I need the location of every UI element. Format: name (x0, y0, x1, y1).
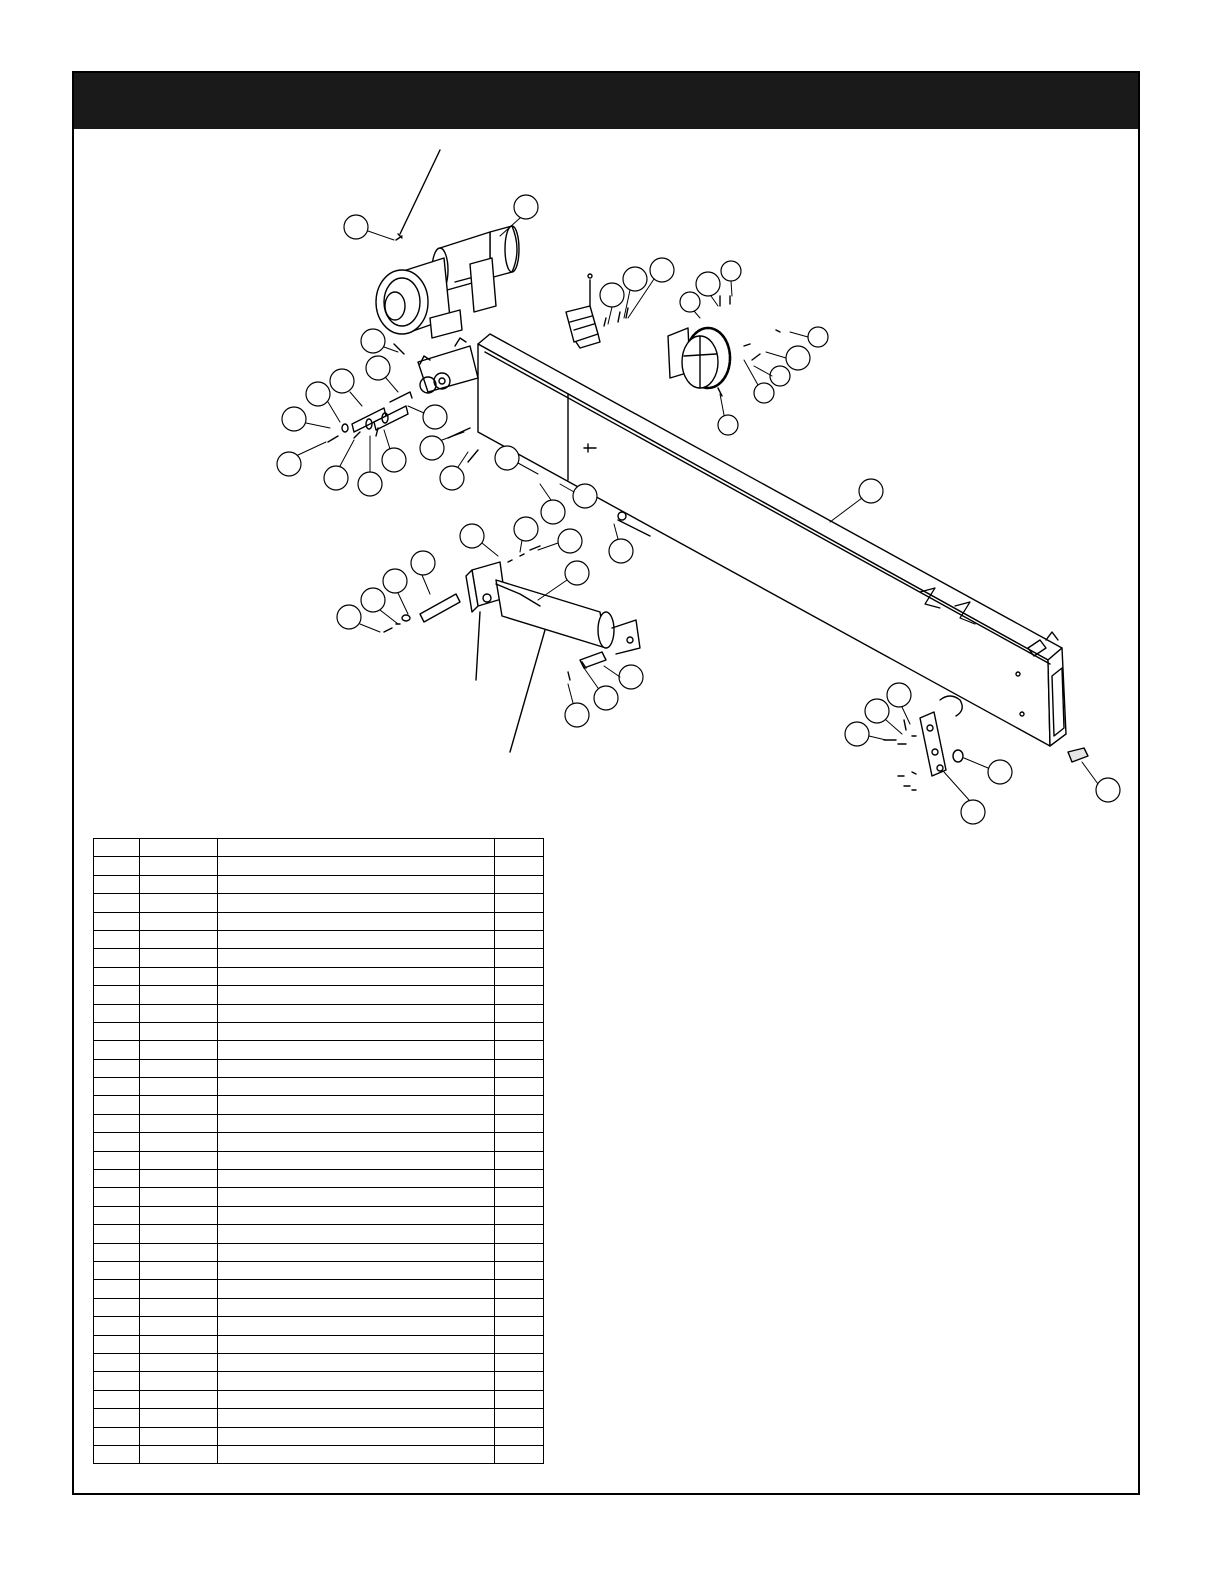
table-cell (94, 1335, 140, 1353)
table-cell (495, 1280, 544, 1298)
table-cell (495, 875, 544, 893)
table-row (94, 912, 544, 930)
table-cell (94, 1298, 140, 1316)
table-cell (218, 967, 495, 985)
table-row (94, 1041, 544, 1059)
table-cell (495, 912, 544, 930)
parts-list-table (93, 838, 544, 1464)
table-cell (218, 1170, 495, 1188)
table-cell (140, 1078, 218, 1096)
table-cell (495, 1206, 544, 1224)
table-cell (94, 930, 140, 948)
table-cell (218, 1372, 495, 1390)
table-cell (140, 1390, 218, 1408)
table-cell (495, 1004, 544, 1022)
table-cell (495, 1445, 544, 1463)
table-row (94, 1004, 544, 1022)
table-cell (140, 1022, 218, 1040)
table-cell (495, 1096, 544, 1114)
table-cell (94, 1427, 140, 1445)
table-cell (495, 1188, 544, 1206)
table-cell (495, 1078, 544, 1096)
table-cell (218, 1390, 495, 1408)
table-cell (218, 839, 495, 857)
table-cell (94, 967, 140, 985)
table-cell (140, 930, 218, 948)
table-row (94, 1151, 544, 1169)
table-cell (94, 1151, 140, 1169)
table-cell (94, 1390, 140, 1408)
table-cell (140, 1188, 218, 1206)
table-cell (495, 967, 544, 985)
table-cell (94, 1022, 140, 1040)
table-row (94, 1078, 544, 1096)
table-cell (140, 1335, 218, 1353)
table-row (94, 875, 544, 893)
table-cell (140, 967, 218, 985)
table-row (94, 1390, 544, 1408)
table-cell (94, 857, 140, 875)
table-cell (495, 930, 544, 948)
table-cell (218, 1261, 495, 1279)
table-cell (495, 1261, 544, 1279)
table-cell (495, 1041, 544, 1059)
table-cell (94, 1133, 140, 1151)
table-row (94, 1133, 544, 1151)
table-cell (94, 912, 140, 930)
table-cell (218, 1059, 495, 1077)
table-cell (94, 1243, 140, 1261)
table-cell (495, 894, 544, 912)
table-cell (495, 986, 544, 1004)
table-cell (495, 1133, 544, 1151)
table-cell (94, 1188, 140, 1206)
table-cell (218, 1225, 495, 1243)
table-cell (218, 949, 495, 967)
table-cell (94, 1096, 140, 1114)
table-cell (140, 1225, 218, 1243)
table-cell (94, 1170, 140, 1188)
table-cell (94, 1114, 140, 1132)
table-cell (218, 1041, 495, 1059)
table-cell (140, 1243, 218, 1261)
table-cell (218, 986, 495, 1004)
table-cell (140, 1041, 218, 1059)
table-cell (94, 1004, 140, 1022)
table-row (94, 1059, 544, 1077)
table-cell (218, 1096, 495, 1114)
table-cell (495, 1298, 544, 1316)
table-cell (94, 1317, 140, 1335)
table-cell (495, 1317, 544, 1335)
table-cell (140, 986, 218, 1004)
table-cell (218, 1445, 495, 1463)
table-cell (94, 839, 140, 857)
table-cell (495, 1225, 544, 1243)
table-cell (218, 1133, 495, 1151)
table-row (94, 1096, 544, 1114)
table-cell (218, 1409, 495, 1427)
table-cell (218, 1243, 495, 1261)
table-cell (140, 894, 218, 912)
table-row (94, 930, 544, 948)
table-cell (94, 1206, 140, 1224)
table-cell (495, 949, 544, 967)
table-row (94, 1261, 544, 1279)
table-row (94, 894, 544, 912)
table-cell (495, 1243, 544, 1261)
table-cell (218, 1353, 495, 1371)
table-row (94, 1335, 544, 1353)
table-cell (140, 1096, 218, 1114)
table-row (94, 1114, 544, 1132)
table-row (94, 1409, 544, 1427)
table-cell (495, 1353, 544, 1371)
table-cell (140, 875, 218, 893)
table-row (94, 1188, 544, 1206)
table-row (94, 1427, 544, 1445)
table-cell (94, 875, 140, 893)
table-row (94, 949, 544, 967)
table-row (94, 857, 544, 875)
table-cell (218, 1335, 495, 1353)
table-cell (218, 1280, 495, 1298)
table-cell (140, 1261, 218, 1279)
table-cell (218, 1114, 495, 1132)
table-cell (140, 912, 218, 930)
table-cell (94, 1041, 140, 1059)
table-cell (94, 1059, 140, 1077)
table-cell (218, 857, 495, 875)
table-cell (140, 1114, 218, 1132)
table-row (94, 1170, 544, 1188)
table-cell (94, 1353, 140, 1371)
table-cell (140, 1317, 218, 1335)
table-cell (495, 1409, 544, 1427)
table-row (94, 1445, 544, 1463)
table-cell (94, 1225, 140, 1243)
table-cell (140, 1372, 218, 1390)
table-cell (218, 1151, 495, 1169)
table-cell (218, 875, 495, 893)
table-cell (218, 1317, 495, 1335)
table-cell (495, 1022, 544, 1040)
table-cell (495, 1151, 544, 1169)
table-cell (140, 1151, 218, 1169)
table-cell (94, 894, 140, 912)
table-cell (94, 1372, 140, 1390)
table-cell (140, 1170, 218, 1188)
table-cell (495, 1427, 544, 1445)
table-row (94, 967, 544, 985)
table-cell (140, 857, 218, 875)
table-row (94, 1206, 544, 1224)
table-cell (495, 1170, 544, 1188)
table-cell (495, 1114, 544, 1132)
boom-arm (418, 334, 1066, 746)
table-cell (495, 1335, 544, 1353)
table-cell (140, 839, 218, 857)
table-cell (218, 1004, 495, 1022)
table-row (94, 1372, 544, 1390)
table-row (94, 1243, 544, 1261)
table-cell (218, 1022, 495, 1040)
table-row (94, 1022, 544, 1040)
table-row (94, 1353, 544, 1371)
table-cell (140, 949, 218, 967)
table-cell (94, 1261, 140, 1279)
table-cell (218, 1078, 495, 1096)
table-cell (495, 1390, 544, 1408)
table-cell (218, 930, 495, 948)
table-cell (140, 1004, 218, 1022)
table-cell (140, 1353, 218, 1371)
table-cell (495, 1059, 544, 1077)
table-cell (94, 1409, 140, 1427)
table-cell (140, 1280, 218, 1298)
table-cell (94, 949, 140, 967)
table-row (94, 1317, 544, 1335)
table-cell (140, 1445, 218, 1463)
table-cell (94, 1445, 140, 1463)
table-cell (218, 1427, 495, 1445)
table-row (94, 1298, 544, 1316)
table-cell (140, 1409, 218, 1427)
table-cell (94, 1280, 140, 1298)
table-cell (218, 912, 495, 930)
table-cell (218, 1298, 495, 1316)
table-header-row (94, 839, 544, 857)
table-cell (140, 1133, 218, 1151)
table-cell (495, 1372, 544, 1390)
table-cell (140, 1059, 218, 1077)
table-row (94, 986, 544, 1004)
table-cell (140, 1298, 218, 1316)
table-cell (94, 986, 140, 1004)
table-cell (140, 1206, 218, 1224)
winch-assembly (376, 150, 519, 338)
table-cell (94, 1078, 140, 1096)
table-row (94, 1225, 544, 1243)
table-cell (140, 1427, 218, 1445)
table-cell (495, 839, 544, 857)
table-cell (218, 1188, 495, 1206)
table-cell (218, 1206, 495, 1224)
table-row (94, 1280, 544, 1298)
table-cell (218, 894, 495, 912)
table-cell (495, 857, 544, 875)
